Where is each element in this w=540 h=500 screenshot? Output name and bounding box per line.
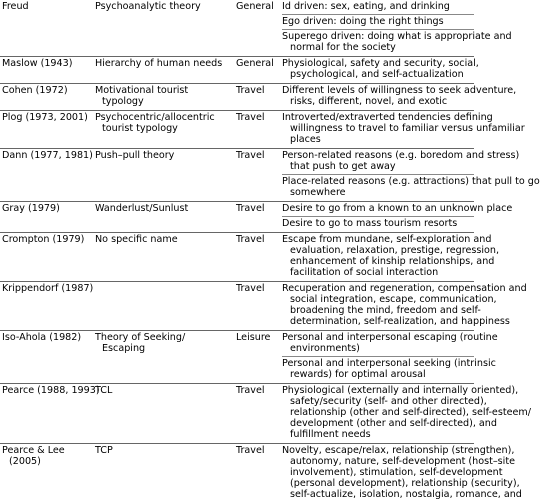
- motive-line: that push to get away: [290, 161, 396, 172]
- motive-line: Personal and interpersonal seeking (intrinsic: [282, 358, 496, 369]
- motive-divider: [282, 356, 474, 357]
- context-cell: Travel: [236, 234, 265, 245]
- author-cell: (2005): [9, 456, 41, 467]
- motive-line: determination, self-realization, and happiness: [290, 316, 510, 327]
- theory-cell: TCL: [95, 385, 113, 396]
- context-cell: General: [236, 58, 274, 69]
- motive-line: Person-related reasons (e.g. boredom and stress): [282, 150, 520, 161]
- author-cell: Crompton (1979): [2, 234, 85, 245]
- author-cell: Freud: [2, 1, 29, 12]
- motive-line: Introverted/extraverted tendencies defining: [282, 112, 493, 123]
- row-divider: [0, 232, 474, 233]
- row-divider: [0, 148, 474, 149]
- context-cell: Travel: [236, 385, 265, 396]
- motive-divider: [282, 14, 474, 15]
- theory-cell: Wanderlust/Sunlust: [95, 203, 189, 214]
- motive-line: Desire to go from a known to an unknown place: [282, 203, 513, 214]
- motive-divider: [282, 174, 474, 175]
- author-cell: Pearce & Lee: [2, 445, 65, 456]
- motive-line: Escape from mundane, self-exploration and: [282, 234, 492, 245]
- author-cell: Plog (1973, 2001): [2, 112, 88, 123]
- motive-divider: [282, 216, 474, 217]
- motive-line: facilitation of social interaction: [290, 267, 439, 278]
- context-cell: Travel: [236, 283, 265, 294]
- motive-line: places: [290, 134, 321, 145]
- theory-cell: No specific name: [95, 234, 178, 245]
- context-cell: Travel: [236, 445, 265, 456]
- motive-line: fulfillment needs: [290, 429, 371, 440]
- row-divider: [0, 443, 474, 444]
- motive-line: somewhere: [290, 187, 346, 198]
- motive-line: relationship (other and self-directed), self-esteem/: [290, 407, 531, 418]
- theory-cell: TCP: [95, 445, 113, 456]
- theory-cell: Psychoanalytic theory: [95, 1, 201, 12]
- context-cell: Travel: [236, 112, 265, 123]
- motive-line: Recuperation and regeneration, compensation and: [282, 283, 527, 294]
- motive-line: normal for the society: [290, 42, 396, 53]
- motive-line: environments): [290, 343, 360, 354]
- theory-cell: Theory of Seeking/: [95, 332, 186, 343]
- motive-line: involvement), stimulation, self-development: [290, 467, 503, 478]
- theory-cell: Motivational tourist: [95, 85, 189, 96]
- theory-cell: Psychocentric/allocentric: [95, 112, 215, 123]
- motive-line: evaluation, relaxation, prestige, regression,: [290, 245, 500, 256]
- author-cell: Cohen (1972): [2, 85, 68, 96]
- row-divider: [0, 383, 474, 384]
- motive-line: enhancement of kinship relationships, and: [290, 256, 495, 267]
- motive-line: Personal and interpersonal escaping (routine: [282, 332, 498, 343]
- row-divider: [0, 56, 474, 57]
- author-cell: Pearce (1988, 1993): [2, 385, 100, 396]
- theory-cell: tourist typology: [102, 123, 178, 134]
- author-cell: Maslow (1943): [2, 58, 73, 69]
- motive-line: Ego driven: doing the right things: [282, 16, 444, 27]
- author-cell: Dann (1977, 1981): [2, 150, 93, 161]
- motive-line: Id driven: sex, eating, and drinking: [282, 1, 450, 12]
- motive-line: self-actualize, isolation, nostalgia, romance, and: [290, 489, 522, 500]
- context-cell: Travel: [236, 150, 265, 161]
- row-divider: [0, 330, 474, 331]
- motive-line: willingness to travel to familiar versus unfamiliar: [290, 123, 525, 134]
- motive-line: development (other and self-directed), and: [290, 418, 497, 429]
- row-divider: [0, 201, 474, 202]
- motive-divider: [282, 29, 474, 30]
- motive-line: Superego driven: doing what is appropriate and: [282, 31, 512, 42]
- motive-line: (personal development), relationship (security),: [290, 478, 520, 489]
- motive-line: social integration, escape, communication,: [290, 294, 497, 305]
- theory-cell: Hierarchy of human needs: [95, 58, 223, 69]
- author-cell: Iso-Ahola (1982): [2, 332, 82, 343]
- context-cell: Travel: [236, 203, 265, 214]
- motive-line: Physiological (externally and internally oriented),: [282, 385, 519, 396]
- motive-line: Different levels of willingness to seek adventure,: [282, 85, 517, 96]
- row-divider: [0, 110, 474, 111]
- motive-line: psychological, and self-actualization: [290, 69, 464, 80]
- author-cell: Gray (1979): [2, 203, 60, 214]
- context-cell: Leisure: [236, 332, 271, 343]
- theory-cell: typology: [102, 96, 144, 107]
- row-divider: [0, 83, 474, 84]
- motive-line: rewards) for optimal arousal: [290, 369, 426, 380]
- context-cell: General: [236, 1, 274, 12]
- motive-line: Novelty, escape/relax, relationship (strengthen),: [282, 445, 515, 456]
- motive-line: Physiological, safety and security, social,: [282, 58, 479, 69]
- context-cell: Travel: [236, 85, 265, 96]
- motive-line: broadening the mind, freedom and self-: [290, 305, 481, 316]
- author-cell: Krippendorf (1987): [2, 283, 94, 294]
- motive-line: safety/security (self- and other directed),: [290, 396, 487, 407]
- motive-line: autonomy, nature, self-development (host–site: [290, 456, 515, 467]
- motive-line: risks, different, novel, and exotic: [290, 96, 448, 107]
- motive-line: Place-related reasons (e.g. attractions) that pull to go: [282, 176, 540, 187]
- row-divider: [0, 281, 474, 282]
- theory-cell: Escaping: [102, 343, 146, 354]
- theory-cell: Push–pull theory: [95, 150, 175, 161]
- motive-line: Desire to go to mass tourism resorts: [282, 218, 458, 229]
